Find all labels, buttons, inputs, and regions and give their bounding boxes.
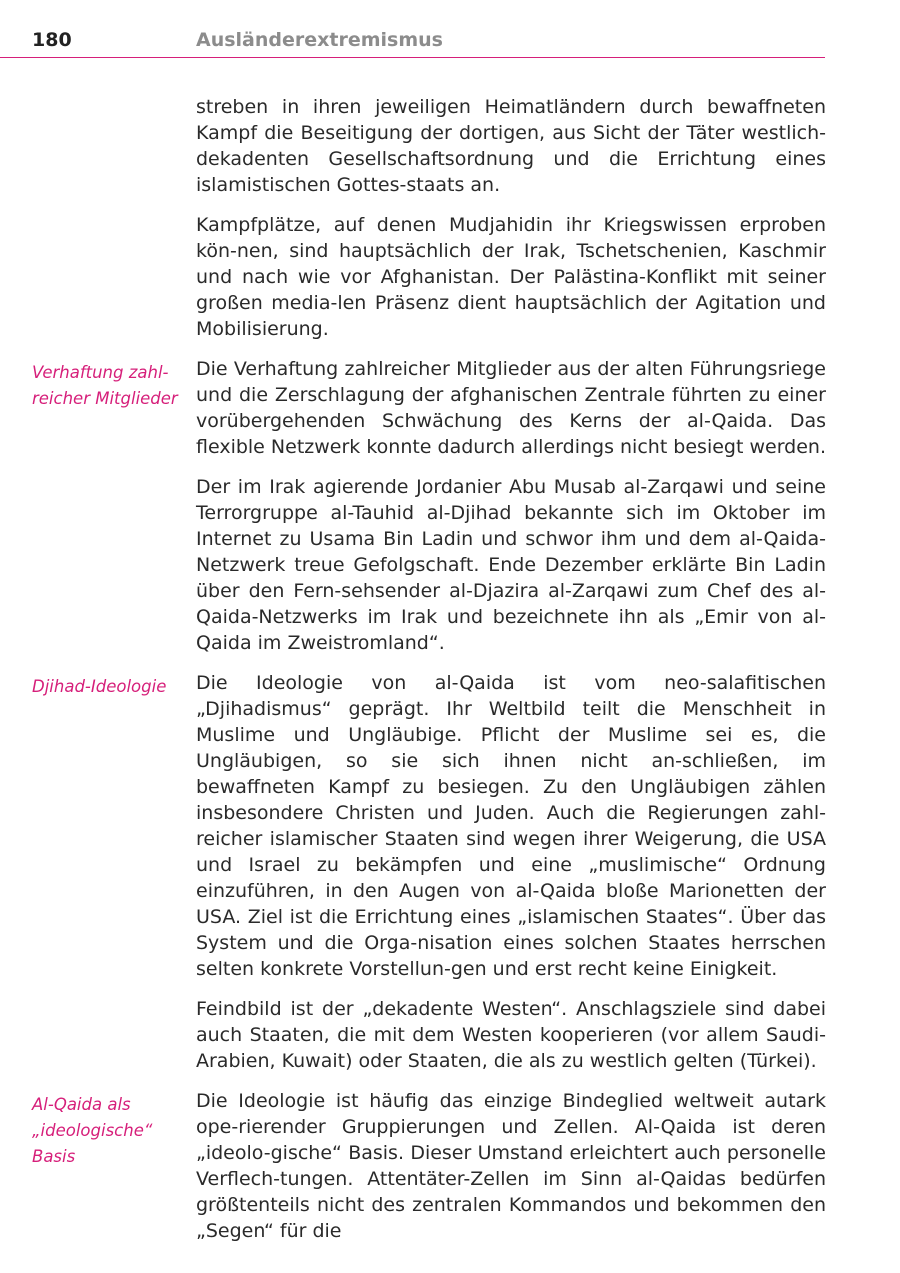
paragraph: Kampfplätze, auf denen Mudjahidin ihr Kriegswissen erproben kön-nen, sind hauptsächlich der Irak, Tschetschenien, Kaschmir und nach wie vor Afghanistan. Der Palästina-Konflikt mit seiner großen media-len Präsenz dient hauptsächlich der Agitation und Mobilisierung. xyxy=(196,214,826,340)
paragraph-block xyxy=(0,1088,900,1244)
paragraph-block xyxy=(0,212,900,342)
paragraph: Die Verhaftung zahlreicher Mitglieder aus der alten Führungsriege und die Zerschlagung der afghanischen Zentrale führten zu einer vorübergehenden Schwächung des Kerns der al-Qaida. Das flexible Netzwerk konnte dadurch allerdings nicht besiegt werden. xyxy=(196,358,827,458)
paragraph: streben in ihren jeweiligen Heimatländern durch bewaffneten Kampf die Beseitigung der dortigen, aus Sicht der Täter westlich-dekadenten Gesellschaftsordnung und die Errichtung eines islamistischen Gottes-staats an. xyxy=(196,96,826,196)
margin-note: Verhaftung zahl-reicher Mitglieder xyxy=(32,363,178,408)
page-header xyxy=(0,0,825,58)
margin-note: Al-Qaida als „ideologische“ Basis xyxy=(32,1095,153,1166)
margin-note: Djihad-Ideologie xyxy=(32,677,167,696)
paragraph: Der im Irak agierende Jordanier Abu Musab al-Zarqawi und seine Terrorgruppe al-Tauhid al-Djihad bekannte sich im Oktober im Internet zu Usama Bin Ladin und schwor ihm und dem al-Qaida-Netzwerk treue Gefolgschaft. Ende Dezember erklärte Bin Ladin über den Fern-sehsender al-Djazira al-Zarqawi zum Chef des al-Qaida-Netzwerks im Irak und bezeichnete ihn als „Emir von al-Qaida im Zweistromland“. xyxy=(196,476,826,654)
page-number: 180 xyxy=(32,29,72,51)
paragraph: Die Ideologie von al-Qaida ist vom neo-salafitischen „Djihadismus“ geprägt. Ihr Weltbild teilt die Menschheit in Muslime und Ungläubige. Pflicht der Muslime sei es, die Ungläubigen, so sie sich ihnen nicht an-schließen, im bewaffneten Kampf zu besiegen. Zu den Ungläubigen zählen insbesondere Christen und Juden. Auch die Regierungen zahl-reicher islamischer Staaten sind wegen ihrer Weigerung, die USA und Israel zu bekämpfen und eine „muslimische“ Ordnung einzuführen, in den Augen von al-Qaida bloße Marionetten der USA. Ziel ist die Errichtung eines „islamischen Staates“. Über das System und die Orga-nisation eines solchen Staates herrschen selten konkrete Vorstellun-gen und erst recht keine Einigkeit. xyxy=(196,672,826,980)
paragraph: Feindbild ist der „dekadente Westen“. Anschlagsziele sind dabei auch Staaten, die mit dem Westen kooperieren (vor allem Saudi-Arabien, Kuwait) oder Staaten, die als zu westlich gelten (Türkei). xyxy=(196,998,826,1072)
page-body xyxy=(0,94,900,1258)
paragraph-block xyxy=(0,94,900,198)
paragraph: Die Ideologie ist häufig das einzige Bindeglied weltweit autark ope-rierender Gruppierungen und Zellen. Al-Qaida ist deren „ideolo-gische“ Basis. Dieser Umstand erleichtert auch personelle Verflech-tungen. Attentäter-Zellen im Sinn al-Qaidas bedürfen größtenteils nicht des zentralen Kommandos und bekommen den „Segen“ für die xyxy=(196,1090,826,1242)
paragraph-block xyxy=(0,670,900,982)
paragraph-block xyxy=(0,356,900,460)
running-title: Ausländerextremismus xyxy=(196,29,443,51)
paragraph-block xyxy=(0,996,900,1074)
paragraph-block xyxy=(0,474,900,656)
